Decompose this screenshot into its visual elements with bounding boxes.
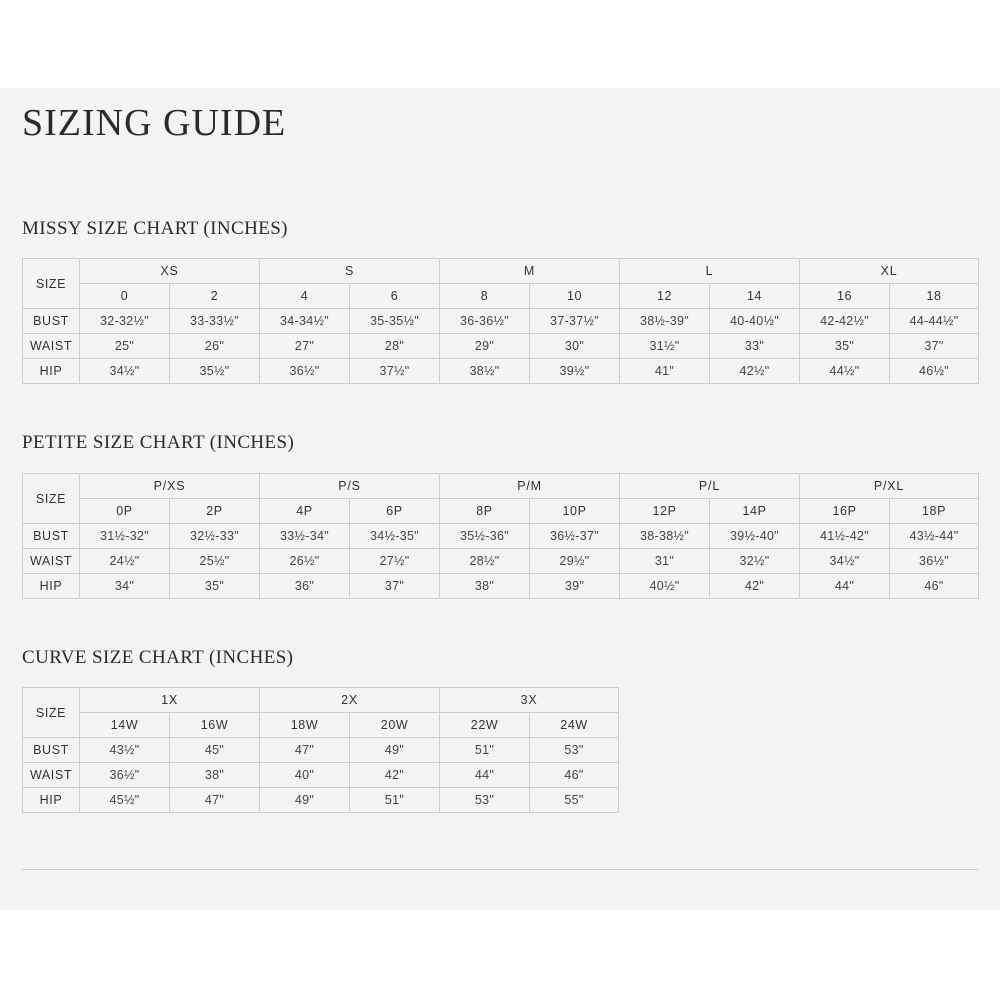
size-number: 2P	[170, 499, 260, 524]
measurement-cell: 49"	[350, 738, 440, 763]
measurement-cell: 42"	[710, 574, 800, 599]
size-number: 14W	[80, 713, 170, 738]
size-number: 18	[890, 284, 979, 309]
measurement-cell: 41½-42"	[800, 524, 890, 549]
measurement-cell: 45"	[170, 738, 260, 763]
size-group-2x: 2X	[260, 688, 440, 713]
measurement-cell: 36½-37"	[530, 524, 620, 549]
measurement-cell: 44-44½"	[890, 309, 979, 334]
size-group-l: L	[620, 259, 800, 284]
measurement-cell: 42"	[350, 763, 440, 788]
measurement-cell: 29"	[440, 334, 530, 359]
size-group-s: S	[260, 259, 440, 284]
curve-chart-heading: CURVE SIZE CHART (INCHES)	[22, 647, 294, 668]
measurement-cell: 38"	[170, 763, 260, 788]
size-number: 18P	[890, 499, 979, 524]
table-row-waist	[23, 334, 979, 359]
measurement-cell: 46½"	[890, 359, 979, 384]
measurement-cell: 35"	[170, 574, 260, 599]
measurement-cell: 28½"	[440, 549, 530, 574]
measurement-cell: 46"	[530, 763, 619, 788]
measurement-cell: 35½"	[170, 359, 260, 384]
size-group-pm: P/M	[440, 474, 620, 499]
table-row-hip	[23, 359, 979, 384]
size-number: 16W	[170, 713, 260, 738]
size-number: 12P	[620, 499, 710, 524]
measurement-cell: 36"	[260, 574, 350, 599]
measurement-cell: 34"	[80, 574, 170, 599]
measurement-cell: 51"	[440, 738, 530, 763]
table-row-hip	[23, 574, 979, 599]
measurement-cell: 49"	[260, 788, 350, 813]
size-number: 10	[530, 284, 620, 309]
measurement-cell: 30"	[530, 334, 620, 359]
missy-size-table	[22, 258, 979, 384]
measurement-cell: 31"	[620, 549, 710, 574]
size-group-row	[23, 474, 979, 499]
measurement-cell: 36½"	[80, 763, 170, 788]
size-group-xs: XS	[80, 259, 260, 284]
measurement-cell: 27½"	[350, 549, 440, 574]
measurement-cell: 36½"	[890, 549, 979, 574]
row-label: HIP	[23, 788, 80, 813]
measurement-cell: 47"	[260, 738, 350, 763]
measurement-cell: 38-38½"	[620, 524, 710, 549]
measurement-cell: 24½"	[80, 549, 170, 574]
table-row-bust	[23, 309, 979, 334]
size-group-row	[23, 259, 979, 284]
measurement-cell: 32½-33"	[170, 524, 260, 549]
measurement-cell: 26½"	[260, 549, 350, 574]
size-number: 20W	[350, 713, 440, 738]
measurement-cell: 34-34½"	[260, 309, 350, 334]
measurement-cell: 41"	[620, 359, 710, 384]
row-label: HIP	[23, 359, 80, 384]
petite-table-header	[23, 474, 979, 524]
measurement-cell: 25"	[80, 334, 170, 359]
measurement-cell: 32-32½"	[80, 309, 170, 334]
size-header-cell: SIZE	[23, 688, 80, 738]
curve-size-table	[22, 687, 619, 813]
row-label: WAIST	[23, 763, 80, 788]
size-header-cell: SIZE	[23, 474, 80, 524]
measurement-cell: 40-40½"	[710, 309, 800, 334]
row-label: WAIST	[23, 549, 80, 574]
measurement-cell: 38½-39"	[620, 309, 710, 334]
measurement-cell: 39½-40"	[710, 524, 800, 549]
petite-chart-heading: PETITE SIZE CHART (INCHES)	[22, 432, 295, 453]
row-label: HIP	[23, 574, 80, 599]
size-number: 0P	[80, 499, 170, 524]
size-number: 8	[440, 284, 530, 309]
size-number: 6	[350, 284, 440, 309]
size-number: 4	[260, 284, 350, 309]
size-number-row	[23, 499, 979, 524]
measurement-cell: 35-35½"	[350, 309, 440, 334]
table-row-bust	[23, 738, 619, 763]
measurement-cell: 35½-36"	[440, 524, 530, 549]
measurement-cell: 40½"	[620, 574, 710, 599]
measurement-cell: 45½"	[80, 788, 170, 813]
measurement-cell: 31½-32"	[80, 524, 170, 549]
missy-table-header	[23, 259, 979, 309]
size-group-xl: XL	[800, 259, 979, 284]
measurement-cell: 34½-35"	[350, 524, 440, 549]
measurement-cell: 28"	[350, 334, 440, 359]
measurement-cell: 40"	[260, 763, 350, 788]
size-group-m: M	[440, 259, 620, 284]
row-label: WAIST	[23, 334, 80, 359]
missy-chart-heading: MISSY SIZE CHART (INCHES)	[22, 218, 288, 239]
size-number-row	[23, 284, 979, 309]
measurement-cell: 37½"	[350, 359, 440, 384]
measurement-cell: 46"	[890, 574, 979, 599]
size-group-1x: 1X	[80, 688, 260, 713]
measurement-cell: 47"	[170, 788, 260, 813]
size-number: 6P	[350, 499, 440, 524]
measurement-cell: 31½"	[620, 334, 710, 359]
size-number: 24W	[530, 713, 619, 738]
size-group-pl: P/L	[620, 474, 800, 499]
size-number: 8P	[440, 499, 530, 524]
size-header-cell: SIZE	[23, 259, 80, 309]
row-label: BUST	[23, 524, 80, 549]
size-number: 18W	[260, 713, 350, 738]
size-number-row	[23, 713, 619, 738]
size-group-ps: P/S	[260, 474, 440, 499]
size-number: 12	[620, 284, 710, 309]
measurement-cell: 32½"	[710, 549, 800, 574]
measurement-cell: 35"	[800, 334, 890, 359]
measurement-cell: 44½"	[800, 359, 890, 384]
measurement-cell: 53"	[440, 788, 530, 813]
measurement-cell: 36½"	[260, 359, 350, 384]
row-label: BUST	[23, 738, 80, 763]
size-number: 16	[800, 284, 890, 309]
row-label: BUST	[23, 309, 80, 334]
measurement-cell: 26"	[170, 334, 260, 359]
size-number: 14	[710, 284, 800, 309]
table-row-bust	[23, 524, 979, 549]
size-group-pxl: P/XL	[800, 474, 979, 499]
size-number: 4P	[260, 499, 350, 524]
missy-table-body	[23, 309, 979, 384]
measurement-cell: 51"	[350, 788, 440, 813]
measurement-cell: 33½-34"	[260, 524, 350, 549]
measurement-cell: 25½"	[170, 549, 260, 574]
table-row-waist	[23, 549, 979, 574]
size-number: 0	[80, 284, 170, 309]
table-row-hip	[23, 788, 619, 813]
petite-size-table	[22, 473, 979, 599]
size-number: 10P	[530, 499, 620, 524]
page-title: SIZING GUIDE	[22, 102, 287, 144]
measurement-cell: 34½"	[800, 549, 890, 574]
curve-table-body	[23, 738, 619, 813]
measurement-cell: 38"	[440, 574, 530, 599]
measurement-cell: 43½-44"	[890, 524, 979, 549]
measurement-cell: 43½"	[80, 738, 170, 763]
measurement-cell: 39½"	[530, 359, 620, 384]
size-number: 2	[170, 284, 260, 309]
size-number: 14P	[710, 499, 800, 524]
size-number: 16P	[800, 499, 890, 524]
measurement-cell: 55"	[530, 788, 619, 813]
curve-table-header	[23, 688, 619, 738]
measurement-cell: 38½"	[440, 359, 530, 384]
measurement-cell: 39"	[530, 574, 620, 599]
size-number: 22W	[440, 713, 530, 738]
size-group-row	[23, 688, 619, 713]
measurement-cell: 33-33½"	[170, 309, 260, 334]
measurement-cell: 29½"	[530, 549, 620, 574]
measurement-cell: 34½"	[80, 359, 170, 384]
footer-divider	[22, 869, 978, 870]
measurement-cell: 42-42½"	[800, 309, 890, 334]
measurement-cell: 44"	[800, 574, 890, 599]
table-row-waist	[23, 763, 619, 788]
measurement-cell: 44"	[440, 763, 530, 788]
measurement-cell: 37-37½"	[530, 309, 620, 334]
measurement-cell: 33"	[710, 334, 800, 359]
measurement-cell: 37"	[890, 334, 979, 359]
measurement-cell: 42½"	[710, 359, 800, 384]
measurement-cell: 27"	[260, 334, 350, 359]
measurement-cell: 53"	[530, 738, 619, 763]
measurement-cell: 37"	[350, 574, 440, 599]
petite-table-body	[23, 524, 979, 599]
size-group-pxs: P/XS	[80, 474, 260, 499]
size-group-3x: 3X	[440, 688, 619, 713]
measurement-cell: 36-36½"	[440, 309, 530, 334]
